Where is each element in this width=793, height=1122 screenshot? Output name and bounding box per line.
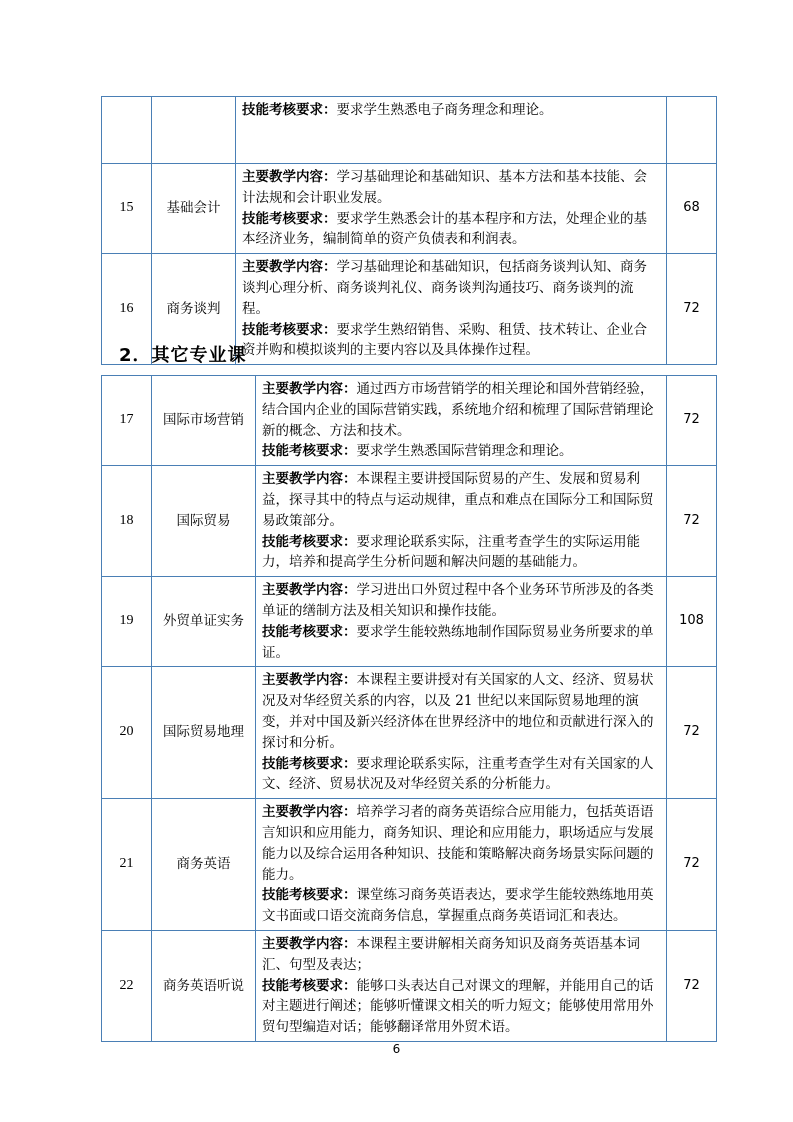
main-content-text: 本课程主要讲授对有关国家的人文、经济、贸易状况及对华经贸关系的内容，以及 21 世纪以来国际贸易地理的演变，并对中国及新兴经济体在世界经济中的地位和贡献进行深入的探讨和分析。 bbox=[262, 672, 654, 751]
course-number: 15 bbox=[102, 164, 152, 254]
course-table-2 bbox=[101, 375, 717, 1042]
main-content-text: 培养学习者的商务英语综合应用能力，包括英语语言知识和应用能力，商务知识、理论和应用能力，职场适应与发展能力以及综合运用各种知识、技能和策略解决商务场景实际问题的能力。 bbox=[262, 804, 654, 883]
course-number bbox=[102, 97, 152, 164]
main-content-label: 主要教学内容： bbox=[242, 259, 337, 276]
course-hours: 68 bbox=[667, 164, 717, 254]
course-hours: 108 bbox=[667, 577, 717, 667]
main-content-label: 主要教学内容： bbox=[262, 804, 357, 821]
course-description bbox=[236, 97, 667, 164]
main-content-label: 主要教学内容： bbox=[242, 169, 337, 185]
skill-requirement bbox=[242, 209, 660, 251]
skill-label: 技能考核要求： bbox=[242, 210, 337, 227]
skill-requirement bbox=[262, 532, 660, 574]
main-content-label: 主要教学内容： bbox=[262, 582, 357, 599]
course-description bbox=[236, 254, 667, 365]
course-name: 商务英语 bbox=[152, 799, 256, 931]
course-hours: 72 bbox=[667, 254, 717, 365]
course-description bbox=[256, 930, 667, 1041]
course-description bbox=[256, 667, 667, 799]
course-name: 国际贸易 bbox=[152, 466, 256, 577]
course-description bbox=[256, 577, 667, 667]
main-content bbox=[242, 257, 660, 319]
main-content bbox=[262, 670, 660, 753]
skill-requirement bbox=[262, 976, 660, 1038]
course-number: 16 bbox=[102, 254, 152, 365]
skill-requirement bbox=[262, 885, 660, 927]
table-row bbox=[102, 376, 717, 466]
skill-text: 要求学生熟悉国际营销理念和理论。 bbox=[356, 443, 573, 460]
course-description bbox=[256, 466, 667, 577]
skill-label: 技能考核要求： bbox=[262, 533, 357, 550]
main-content-text: 学习进出口外贸过程中各个业务环节所涉及的各类单证的缮制方法及相关知识和操作技能。 bbox=[262, 582, 654, 619]
skill-text: 能够口头表达自己对课文的理解，并能用自己的话对主题进行阐述；能够听懂课文相关的听力短文；能够使用常用外贸句型编造对话；能够翻译常用外贸术语。 bbox=[262, 977, 654, 1036]
skill-label: 技能考核要求： bbox=[262, 977, 357, 994]
course-table-1 bbox=[101, 96, 717, 365]
main-content-text: 学习基础理论和基础知识、基本方法和基本技能、会计法规和会计职业发展。 bbox=[242, 169, 647, 206]
main-content-text: 通过西方市场营销学的相关理论和国外营销经验，结合国内企业的国际营销实践，系统地介绍和梳理了国际营销理论新的概念、方法和技术。 bbox=[262, 381, 654, 439]
skill-label: 技能考核要求： bbox=[242, 321, 337, 338]
main-content bbox=[262, 469, 660, 531]
course-number: 18 bbox=[102, 466, 152, 577]
skill-text: 要求学生熟绍销售、采购、租赁、技术转让、企业合资并购和模拟谈判的主要内容以及具体操作过程。 bbox=[242, 321, 647, 359]
course-description bbox=[236, 164, 667, 254]
course-number: 21 bbox=[102, 799, 152, 931]
course-hours: 72 bbox=[667, 667, 717, 799]
course-number: 20 bbox=[102, 667, 152, 799]
course-number: 17 bbox=[102, 376, 152, 466]
skill-text: 要求学生熟悉电子商务理念和理论。 bbox=[336, 102, 553, 118]
course-name: 国际市场营销 bbox=[152, 376, 256, 466]
main-content bbox=[262, 802, 660, 885]
course-name: 商务英语听说 bbox=[152, 930, 256, 1041]
main-content-label: 主要教学内容： bbox=[262, 381, 357, 397]
skill-label: 技能考核要求： bbox=[262, 755, 357, 772]
course-name bbox=[152, 97, 236, 164]
skill-text: 要求学生能较熟练地制作国际贸易业务所要求的单证。 bbox=[262, 623, 654, 661]
skill-requirement bbox=[262, 622, 660, 664]
table-row bbox=[102, 97, 717, 164]
main-content bbox=[242, 167, 660, 209]
skill-text: 要求学生熟悉会计的基本程序和方法，处理企业的基本经济业务，编制简单的资产负债表和利润表。 bbox=[242, 210, 647, 248]
main-content-text: 学习基础理论和基础知识，包括商务谈判认知、商务谈判心理分析、商务谈判礼仪、商务谈判沟通技巧、商务谈判的流程。 bbox=[242, 259, 647, 317]
skill-requirement bbox=[262, 441, 660, 462]
course-name: 外贸单证实务 bbox=[152, 577, 256, 667]
skill-requirement bbox=[242, 320, 660, 362]
page-number: 6 bbox=[392, 1042, 401, 1056]
main-content-label: 主要教学内容： bbox=[262, 935, 357, 952]
course-name: 国际贸易地理 bbox=[152, 667, 256, 799]
course-number: 22 bbox=[102, 930, 152, 1041]
main-content-text: 本课程主要讲解相关商务知识及商务英语基本词汇、句型及表达； bbox=[262, 935, 640, 973]
course-name: 商务谈判 bbox=[152, 254, 236, 365]
skill-text: 课堂练习商务英语表达，要求学生能较熟练地用英文书面或口语交流商务信息，掌握重点商务英语词汇和表达。 bbox=[262, 887, 654, 925]
course-hours: 72 bbox=[667, 466, 717, 577]
main-content-label: 主要教学内容： bbox=[262, 471, 357, 488]
course-number: 19 bbox=[102, 577, 152, 667]
table-row bbox=[102, 577, 717, 667]
course-hours: 72 bbox=[667, 799, 717, 931]
skill-text: 要求理论联系实际，注重考查学生对有关国家的人文、经济、贸易状况及对华经贸关系的分析能力。 bbox=[262, 755, 654, 793]
table-row bbox=[102, 667, 717, 799]
table-row bbox=[102, 164, 717, 254]
course-hours: 72 bbox=[667, 376, 717, 466]
skill-label: 技能考核要求： bbox=[242, 102, 337, 118]
main-content bbox=[262, 934, 660, 976]
skill-label: 技能考核要求： bbox=[262, 887, 357, 904]
course-hours bbox=[667, 97, 717, 164]
main-content-label: 主要教学内容： bbox=[262, 672, 357, 689]
skill-requirement bbox=[262, 754, 660, 796]
main-content bbox=[262, 379, 660, 441]
course-hours: 72 bbox=[667, 930, 717, 1041]
table-row bbox=[102, 466, 717, 577]
table-row bbox=[102, 930, 717, 1041]
section-title: 2．其它专业课 bbox=[119, 345, 247, 366]
table-row bbox=[102, 799, 717, 931]
skill-label: 技能考核要求： bbox=[262, 623, 357, 640]
course-description bbox=[256, 799, 667, 931]
main-content-text: 本课程主要讲授国际贸易的产生、发展和贸易利益，探寻其中的特点与运动规律，重点和难点在国际分工和国际贸易政策部分。 bbox=[262, 471, 654, 529]
skill-text: 要求理论联系实际，注重考查学生的实际运用能力，培养和提高学生分析问题和解决问题的基础能力。 bbox=[262, 533, 640, 571]
skill-label: 技能考核要求： bbox=[262, 443, 357, 460]
course-description bbox=[256, 376, 667, 466]
main-content bbox=[262, 580, 660, 622]
skill-requirement bbox=[242, 100, 660, 121]
course-name: 基础会计 bbox=[152, 164, 236, 254]
